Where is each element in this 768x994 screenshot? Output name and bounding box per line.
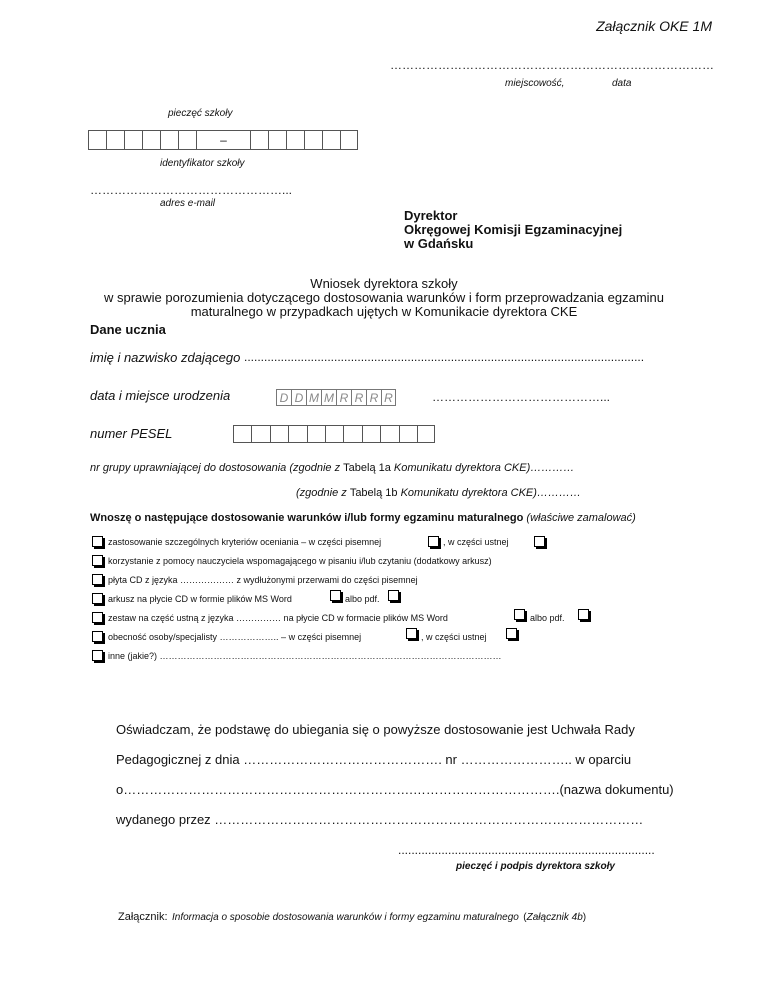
option-1-oral-label: , w części ustnej xyxy=(443,537,509,547)
pesel-boxes[interactable] xyxy=(233,425,435,443)
birth-date-cell[interactable]: R xyxy=(336,389,351,406)
email-line[interactable]: …………………………………………... xyxy=(90,183,293,197)
school-id-label: identyfikator szkoły xyxy=(160,158,245,169)
option-5-word-checkbox[interactable] xyxy=(514,609,525,620)
pesel-cell[interactable] xyxy=(399,425,417,443)
school-id-cell[interactable] xyxy=(304,130,322,150)
option-1-oral-checkbox[interactable] xyxy=(534,536,545,547)
birth-date-cell[interactable]: R xyxy=(366,389,381,406)
school-id-cell[interactable] xyxy=(340,130,358,150)
pesel-cell[interactable] xyxy=(307,425,325,443)
school-stamp-label: pieczęć szkoły xyxy=(168,108,233,119)
statement-line-2[interactable]: Pedagogicznej z dnia ………………………………………. nr …………………….. w oparciu xyxy=(116,752,632,767)
pesel-cell[interactable] xyxy=(270,425,288,443)
name-line[interactable]: ........................................................................................................................ xyxy=(244,350,645,364)
option-7-label: inne (jakie?) …………………………………………………………………………………………………… xyxy=(108,651,502,661)
signature-line[interactable]: ............................................................................. xyxy=(398,843,655,857)
birth-date-cell[interactable]: D xyxy=(291,389,306,406)
annex-label: Załącznik OKE 1M xyxy=(596,18,712,34)
option-4-label: arkusz na płycie CD w formie plików MS Word xyxy=(108,594,292,604)
email-label: adres e-mail xyxy=(160,198,216,209)
group-1b-table: Tabelą 1b xyxy=(349,487,398,499)
attachment-annex: Załącznik 4b xyxy=(526,912,583,923)
option-5-pdf-checkbox[interactable] xyxy=(578,609,589,620)
school-id-cell[interactable] xyxy=(250,130,268,150)
birth-date-cell[interactable]: M xyxy=(306,389,321,406)
option-1-label: zastosowanie szczególnych kryteriów oceniania – w części pisemnej xyxy=(108,537,382,547)
place-label: miejscowość, xyxy=(505,78,565,89)
option-3-label: płyta CD z języka ……………… z wydłużonymi przerwami do części pisemnej xyxy=(108,575,418,585)
attachment-annex-wrap: (Załącznik 4b) xyxy=(523,912,587,923)
option-4-pdf-checkbox[interactable] xyxy=(388,590,399,601)
birth-date-cell[interactable]: M xyxy=(321,389,336,406)
group-1a-table: Tabelą 1a xyxy=(343,462,391,474)
option-6-oral-label: , w części ustnej xyxy=(421,632,487,642)
recipient-line-2: Okręgowej Komisji Egzaminacyjnej xyxy=(404,222,623,237)
option-1-checkbox[interactable] xyxy=(92,536,103,547)
statement-line-4[interactable]: wydanego przez ……………………………………………………………………………………… xyxy=(116,812,644,827)
attachment-line xyxy=(118,907,586,925)
group-1a-post: Komunikatu dyrektora CKE)………… xyxy=(390,462,575,474)
birth-date-cell[interactable]: D xyxy=(276,389,291,406)
title-line-1: Wniosek dyrektora szkoły xyxy=(310,276,458,291)
option-4-checkbox[interactable] xyxy=(92,593,103,604)
option-7-checkbox[interactable] xyxy=(92,650,103,661)
option-2-label: korzystanie z pomocy nauczyciela wspomagającego w pisaniu i/lub czytaniu (dodatkowy arkusz) xyxy=(108,556,492,566)
student-heading: Dane ucznia xyxy=(90,322,166,337)
group-1a-line[interactable] xyxy=(90,462,574,474)
school-id-cell[interactable] xyxy=(286,130,304,150)
title-line-2: w sprawie porozumienia dotyczącego dostosowania warunków i form przeprowadzania egzaminu xyxy=(103,290,664,305)
option-6-oral-checkbox[interactable] xyxy=(506,628,517,639)
name-label: imię i nazwisko zdającego xyxy=(90,350,241,365)
option-6-written-checkbox[interactable] xyxy=(406,628,417,639)
option-5-checkbox[interactable] xyxy=(92,612,103,623)
birth-date-cell[interactable]: R xyxy=(381,389,396,406)
pesel-cell[interactable] xyxy=(233,425,251,443)
group-1b-line[interactable] xyxy=(296,487,581,499)
school-id-cell[interactable] xyxy=(88,130,106,150)
school-id-cell[interactable] xyxy=(124,130,142,150)
option-4-pdf-label: albo pdf. xyxy=(345,594,380,604)
option-1-written-checkbox[interactable] xyxy=(428,536,439,547)
recipient-line-3: w Gdańsku xyxy=(404,236,474,251)
attachment-label: Załącznik: xyxy=(118,911,168,923)
birth-date-boxes[interactable] xyxy=(276,389,396,406)
request-heading-note: (właściwe zamalować) xyxy=(526,512,636,524)
place-date-line: ……………………………………………………………………… xyxy=(390,58,714,72)
pesel-cell[interactable] xyxy=(417,425,435,443)
option-6-label: obecność osoby/specjalisty ……………….. – w części pisemnej xyxy=(108,632,362,642)
group-1a-pre: nr grupy uprawniającej do dostosowania (zgodnie z xyxy=(90,462,344,474)
pesel-cell[interactable] xyxy=(380,425,398,443)
birth-place-line[interactable]: ……………………………………... xyxy=(432,390,611,404)
statement-line-3[interactable]: o………………………………………………………….…………………………….(nazwa dokumentu) xyxy=(116,782,674,797)
school-id-dash: – xyxy=(196,130,250,150)
title-line-3: maturalnego w przypadkach ujętych w Komunikacie dyrektora CKE xyxy=(190,304,578,319)
pesel-cell[interactable] xyxy=(325,425,343,443)
option-3-checkbox[interactable] xyxy=(92,574,103,585)
signature-label: pieczęć i podpis dyrektora szkoły xyxy=(456,861,615,872)
attachment-text: Informacja o sposobie dostosowania warunków i formy egzaminu maturalnego xyxy=(171,912,519,923)
option-6-checkbox[interactable] xyxy=(92,631,103,642)
pesel-label: numer PESEL xyxy=(90,426,173,441)
recipient-line-1: Dyrektor xyxy=(404,208,458,223)
option-4-word-checkbox[interactable] xyxy=(330,590,341,601)
pesel-cell[interactable] xyxy=(343,425,361,443)
school-id-cell[interactable] xyxy=(142,130,160,150)
option-5-label: zestaw na część ustną z języka …………… na płycie CD w formacie plików MS Word xyxy=(108,613,448,623)
school-id-cell[interactable] xyxy=(106,130,124,150)
group-1b-pre: (zgodnie z xyxy=(296,487,350,499)
birth-date-cell[interactable]: R xyxy=(351,389,366,406)
date-label: data xyxy=(612,78,632,89)
request-heading: Wnoszę o następujące dostosowanie warunków i/lub formy egzaminu maturalnego xyxy=(90,512,524,524)
school-id-cell[interactable] xyxy=(178,130,196,150)
pesel-cell[interactable] xyxy=(288,425,306,443)
school-id-boxes[interactable] xyxy=(88,130,358,150)
option-5-pdf-label: albo pdf. xyxy=(530,613,565,623)
school-id-cell[interactable] xyxy=(160,130,178,150)
school-id-cell[interactable] xyxy=(268,130,286,150)
option-2-checkbox[interactable] xyxy=(92,555,103,566)
statement-line-1: Oświadczam, że podstawę do ubiegania się o powyższe dostosowanie jest Uchwała Rady xyxy=(116,722,635,737)
pesel-cell[interactable] xyxy=(251,425,269,443)
request-heading-line xyxy=(90,512,636,524)
group-1b-post: Komunikatu dyrektora CKE)………… xyxy=(397,487,581,499)
birth-label: data i miejsce urodzenia xyxy=(90,388,231,403)
pesel-cell[interactable] xyxy=(362,425,380,443)
school-id-cell[interactable] xyxy=(322,130,340,150)
